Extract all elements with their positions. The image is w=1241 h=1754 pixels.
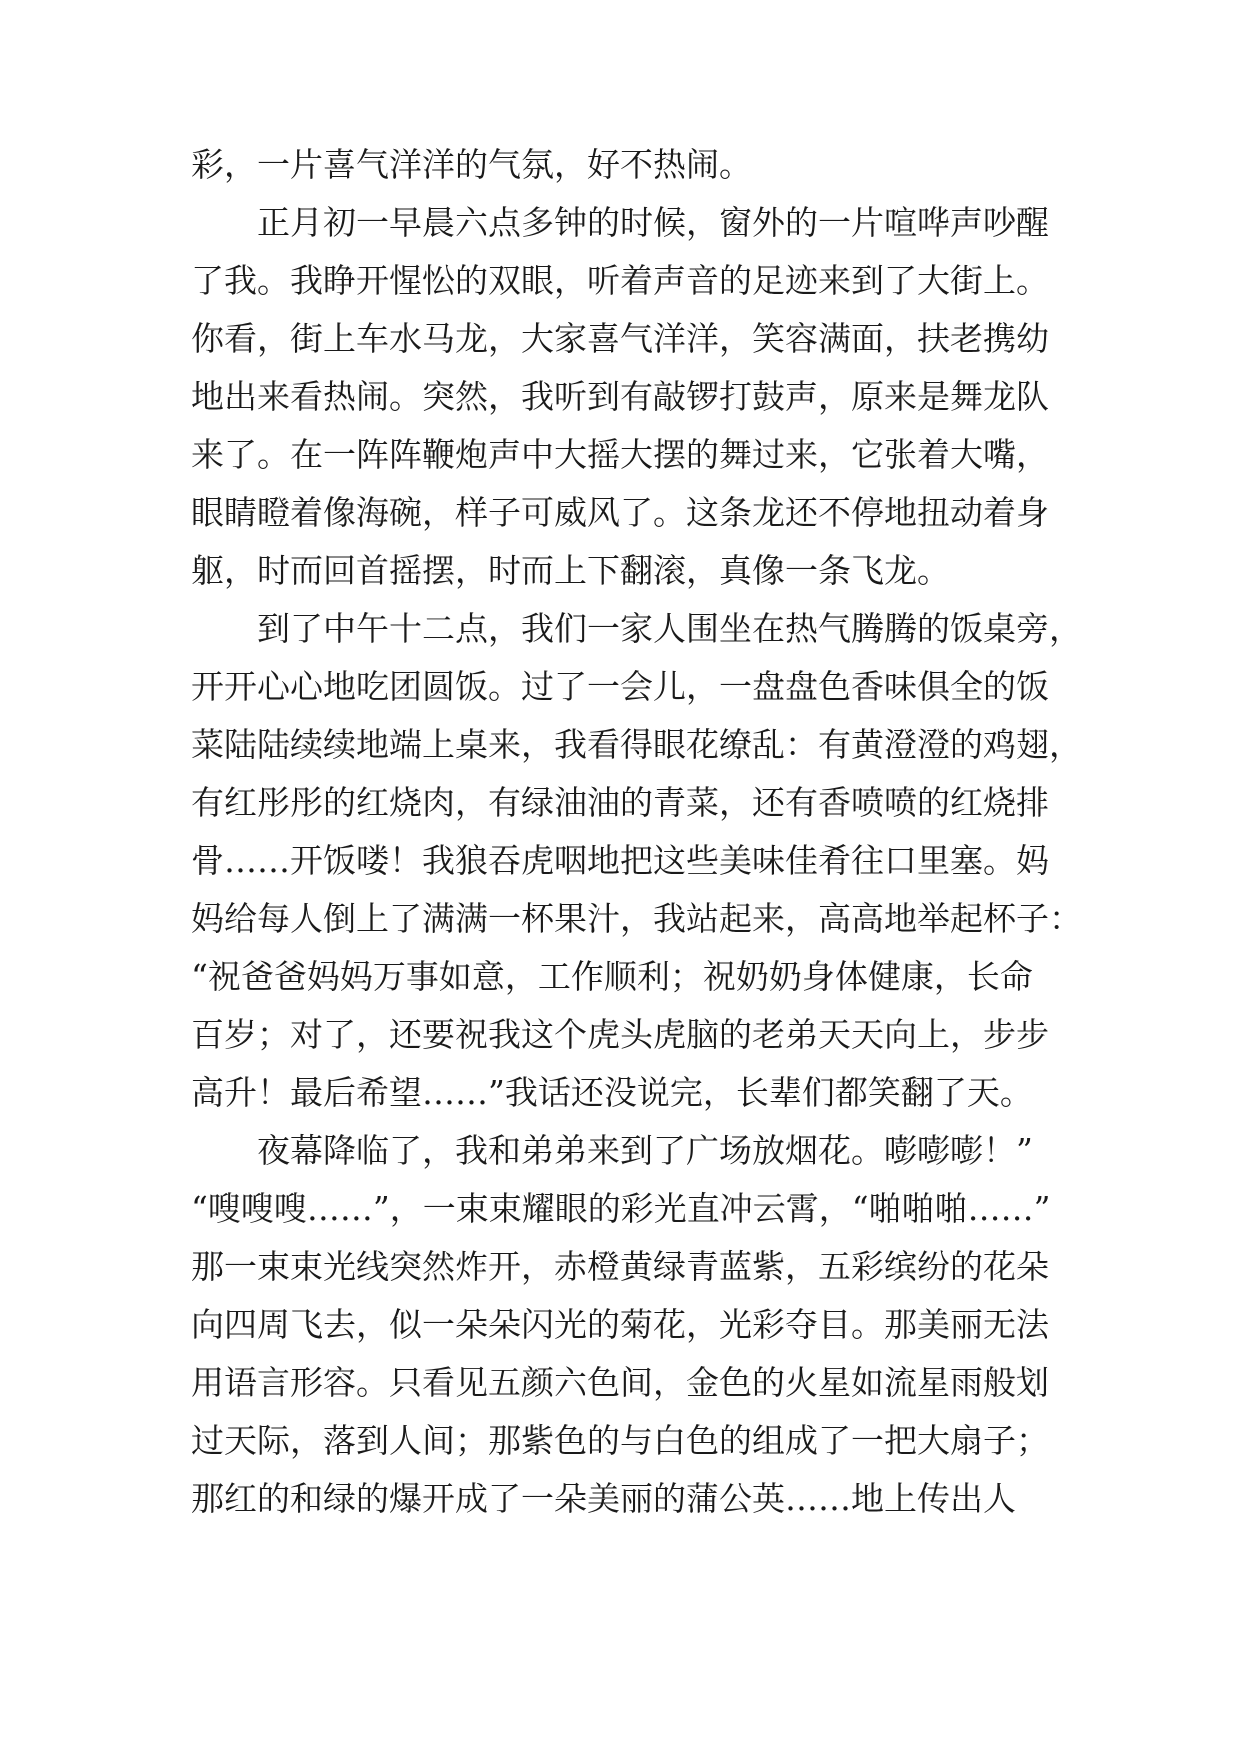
text-line: 你看，街上车水马龙，大家喜气洋洋，笑容满面，扶老携幼 bbox=[191, 319, 1049, 358]
paragraph-start-line: 到了中午十二点，我们一家人围坐在热气腾腾的饭桌旁， bbox=[257, 609, 1082, 648]
text-line: 躯，时而回首摇摆，时而上下翻滚，真像一条飞龙。 bbox=[191, 551, 950, 590]
text-line: 高升！最后希望……”我话还没说完，长辈们都笑翻了天。 bbox=[191, 1073, 1033, 1112]
text-line: 开开心心地吃团圆饭。过了一会儿，一盘盘色香味俱全的饭 bbox=[191, 667, 1049, 706]
text-line: 眼睛瞪着像海碗，样子可威风了。这条龙还不停地扭动着身 bbox=[191, 493, 1049, 532]
text-line: 有红彤彤的红烧肉，有绿油油的青菜，还有香喷喷的红烧排 bbox=[191, 783, 1049, 822]
text-line: 骨……开饭喽！我狼吞虎咽地把这些美味佳肴往口里塞。妈 bbox=[191, 841, 1049, 880]
text-line: 菜陆陆续续地端上桌来，我看得眼花缭乱：有黄澄澄的鸡翅， bbox=[191, 725, 1082, 764]
text-line: 那一束束光线突然炸开，赤橙黄绿青蓝紫，五彩缤纷的花朵 bbox=[191, 1247, 1049, 1286]
text-line: 向四周飞去，似一朵朵闪光的菊花，光彩夺目。那美丽无法 bbox=[191, 1305, 1049, 1344]
text-line: 妈给每人倒上了满满一杯果汁，我站起来，高高地举起杯子： bbox=[191, 899, 1082, 938]
text-line: 用语言形容。只看见五颜六色间，金色的火星如流星雨般划 bbox=[191, 1363, 1049, 1402]
text-line: 过天际，落到人间；那紫色的与白色的组成了一把大扇子； bbox=[191, 1421, 1049, 1460]
paragraph-start-line: 正月初一早晨六点多钟的时候，窗外的一片喧哗声吵醒 bbox=[257, 203, 1049, 242]
text-line: 那红的和绿的爆开成了一朵美丽的蒲公英……地上传出人 bbox=[191, 1479, 1016, 1518]
paragraph-start-line: 夜幕降临了，我和弟弟来到了广场放烟花。嘭嘭嘭！” bbox=[257, 1131, 1033, 1170]
text-line: 了我。我睁开惺忪的双眼，听着声音的足迹来到了大街上。 bbox=[191, 261, 1049, 300]
text-line: 来了。在一阵阵鞭炮声中大摇大摆的舞过来，它张着大嘴， bbox=[191, 435, 1049, 474]
text-line: 百岁；对了，还要祝我这个虎头虎脑的老弟天天向上，步步 bbox=[191, 1015, 1049, 1054]
text-line: 地出来看热闹。突然，我听到有敲锣打鼓声，原来是舞龙队 bbox=[191, 377, 1049, 416]
text-line: “嗖嗖嗖……”，一束束耀眼的彩光直冲云霄，“啪啪啪……” bbox=[191, 1189, 1051, 1228]
text-line: “祝爸爸妈妈万事如意，工作顺利；祝奶奶身体健康，长命 bbox=[191, 957, 1033, 996]
text-line: 彩，一片喜气洋洋的气氛，好不热闹。 bbox=[191, 145, 752, 184]
